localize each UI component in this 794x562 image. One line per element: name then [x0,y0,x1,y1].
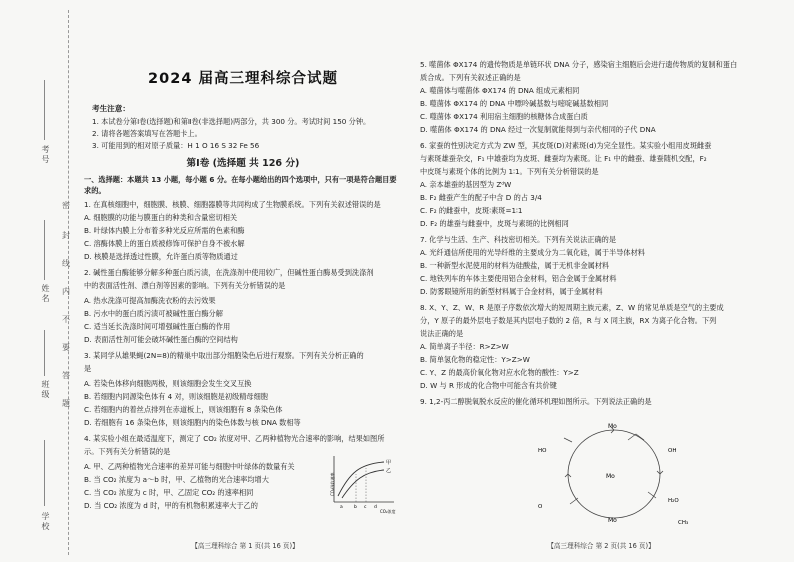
option-line: A. 热水洗涤可提高加酶洗衣粉的去污效果 [84,296,216,305]
notice-item: 1. 本试卷分第Ⅰ卷(选择题)和第Ⅱ卷(非选择题)两部分，共 300 分。考试时间 150 分钟。 [92,117,371,126]
option-line: C. 溶酶体膜上的蛋白质被修饰可保护自身不被水解 [84,239,245,248]
tick-label: d [374,505,377,510]
option-line: B. 简单氢化物的稳定性：Y>Z>W [420,355,530,364]
question-line: 求的。 [84,186,106,195]
question-line: 5. 噬菌体 ΦX174 的遗传物质是单链环状 DNA 分子，感染宿主细胞后会进行遗传物质的复制和蛋白 [420,60,738,69]
exam-title: 2024 届高三理科综合试题 [148,71,338,87]
question-line: 质合成。下列有关叙述正确的是 [420,73,521,82]
option-line: D. 核膜是选择透过性膜，允许蛋白质等物质通过 [84,252,238,261]
diagram-label: OH [668,448,677,454]
tick-label: b [354,505,357,510]
seal-char: 线 [62,259,70,268]
question-line: 2. 碱性蛋白酶能够分解多种蛋白质污渍，在洗涤剂中使用较广，但碱性蛋白酶易受到洗涤剂 [84,268,374,277]
option-line: C. Y、Z 的最高价氧化物对应水化物的酸性：Y>Z [420,368,579,377]
left-column [84,0,402,562]
tick-label: a [340,505,343,510]
seal-char: 封 [62,231,70,240]
question-line: 4. 某实验小组在最适温度下，测定了 CO₂ 浓度对甲、乙两种植物光合速率的影响，结果如图所 [84,434,385,443]
diagram-label: Mo [606,473,615,480]
school-label: 学校 [41,512,50,532]
question-line: 中的表面活性剂、漂白剂等因素的影响。下列有关分析错误的是 [84,281,286,290]
question-line: 9. 1,2-丙二醇脱氧脱水反应的催化循环机理如图所示。下列说法正确的是 [420,397,652,406]
seal-char: 题 [62,399,70,408]
number-label: 考号 [41,145,50,165]
curve-jia [338,462,384,496]
question-line: 分，Y 原子的最外层电子数是其内层电子数的 2 倍，R 与 X 同主族，RX 为离子化合物。下列 [420,316,717,325]
option-line: A. 噬菌体与噬菌体 ΦX174 的 DNA 组成元素相同 [420,86,580,95]
option-line: C. 地铁列车的车体主要使用铝合金材料，铝合金属于金属材料 [420,274,617,283]
diagram-label: O [538,504,543,510]
seal-char: 不 [62,315,70,324]
number-underline [44,80,45,140]
name-underline [44,220,45,280]
option-line: B. 叶绿体内膜上分布着多种光反应所需的色素和酶 [84,226,245,235]
option-line: C. 当 CO₂ 浓度为 c 时，甲、乙固定 CO₂ 的速率相同 [84,488,254,497]
question-line: 6. 家蚕的性别决定方式为 ZW 型，其皮斑(D)对素斑(d)为完全显性。某实验小组用皮斑雌蚕 [420,141,712,150]
seal-char: 答 [62,371,70,380]
option-line: C. 若细胞内的着丝点排列在赤道板上，则该细胞有 8 条染色体 [84,405,283,414]
option-line: C. 噬菌体 ΦX174 利用宿主细胞的核糖体合成蛋白质 [420,112,588,121]
x-axis-label: CO₂浓度 [380,509,396,514]
seal-char: 要 [62,343,70,352]
option-line: D. W 与 R 形成的化合物中可能含有共价键 [420,381,557,390]
option-line: B. 污水中的蛋白质污渍可被碱性蛋白酶分解 [84,309,223,318]
question-line: 7. 化学与生活、生产、科技密切相关。下列有关说法正确的是 [420,235,617,244]
option-line: D. F₂ 的雄蚕与雌蚕中，皮斑与素斑的比例相同 [420,219,569,228]
class-underline [44,330,45,376]
class-label: 班级 [41,380,50,400]
option-line: D. 表面活性剂可能会破坏碱性蛋白酶的空间结构 [84,335,238,344]
question-line: 说法正确的是 [420,329,464,338]
question-line: 3. 某同学从雄果蝇(2N=8)的精巢中取出部分细胞染色后进行观察。下列有关分析正确的 [84,351,364,360]
question-line: 8. X、Y、Z、W、R 是原子序数依次增大的短周期主族元素，Z、W 的常见单质是空气的主要成 [420,303,724,312]
option-line: C. F₂ 的雌蚕中，皮斑∶素斑=1∶1 [420,206,523,215]
option-line: B. 若细胞内同源染色体有 4 对，则该细胞是初级精母细胞 [84,392,268,401]
notice-item: 3. 可能用到的相对原子质量：H 1 O 16 S 32 Fe 56 [92,141,260,150]
option-line: B. 噬菌体 ΦX174 的 DNA 中嘌呤碱基数与嘧啶碱基数相同 [420,99,609,108]
option-line: A. 光纤通信所使用的光导纤维的主要成分为二氧化硅，属于半导体材料 [420,248,645,257]
option-line: B. 当 CO₂ 浓度为 a～b 时，甲、乙植物的光合速率均增大 [84,475,269,484]
series-label: 甲 [386,460,392,466]
option-line: D. 若细胞有 16 条染色体，则该细胞内的染色体数与核 DNA 数相等 [84,418,301,427]
section-title: 第Ⅰ卷 (选择题 共 126 分) [186,158,300,169]
seal-char: 内 [62,287,70,296]
school-underline [44,440,45,506]
seal-char: 密 [62,201,70,210]
name-label: 姓名 [41,284,50,304]
series-label: 乙 [386,468,392,474]
option-line: B. 一种新型水泥使用的材料为硅酸盐，属于无机非金属材料 [420,261,610,270]
question-line: 一、选择题：本题共 13 小题，每小题 6 分。在每小题给出的四个选项中，只有一项是符合题目要 [84,175,397,184]
question-line: 示。下列有关分析错误的是 [84,447,171,456]
option-line: A. 细胞膜的功能与膜蛋白的种类和含量密切相关 [84,213,238,222]
option-line: D. 防雾眼镜所用的新型材料属于合金材料，属于金属材料 [420,287,603,296]
option-line: B. F₂ 雌蚕产生的配子中含 D 的占 3/4 [420,193,542,202]
option-line: D. 噬菌体 ΦX174 的 DNA 经过一次复制就能得到与亲代相同的子代 DNA [420,125,656,134]
diagram-label: Mo [608,423,617,430]
option-line: A. 若染色体移向细胞两极，则该细胞会发生交叉互换 [84,379,252,388]
curve-yi [342,470,384,498]
option-line: A. 甲、乙两种植物光合速率的差异可能与细胞中叶绿体的数量有关 [84,462,295,471]
question-line: 1. 在真核细胞中，细胞膜、核膜、细胞器膜等共同构成了生物膜系统。下列有关叙述错误的是 [84,200,381,209]
tick-label: c [364,505,367,510]
page-footer: 【高三理科综合 第 2 页(共 16 页)】 [547,542,655,550]
option-line: D. 当 CO₂ 浓度为 d 时，甲的有机物积累速率大于乙的 [84,501,258,510]
notice-item: 2. 请将各题答案填写在答题卡上。 [92,129,202,138]
question-line: 与素斑雄蚕杂交，F₁ 中雄蚕均为皮斑、雌蚕均为素斑。让 F₁ 中的雌蚕、雄蚕随机交配，F₂ [420,154,707,163]
binding-strip [0,0,74,562]
diagram-label: HO [538,448,547,454]
question-line: 中皮斑与素斑个体的比例为 1∶1。下列有关分析错误的是 [420,167,599,176]
page-footer: 【高三理科综合 第 1 页(共 16 页)】 [191,542,299,550]
co2-graph [320,452,400,514]
option-line: C. 适当延长洗涤时间可增强碱性蛋白酶的作用 [84,322,231,331]
option-line: A. 简单离子半径：R>Z>W [420,342,509,351]
diagram-label: CH₃ [678,520,689,526]
catalytic-cycle-diagram [528,412,700,536]
notice-heading: 考生注意： [92,104,130,113]
y-axis-label: CO₂吸收速率 [330,472,335,496]
seal-dashed-line [68,10,69,555]
option-line: A. 亲本雄蚕的基因型为 ZᵈW [420,180,512,189]
question-line: 是 [84,364,92,373]
diagram-label: H₂O [668,498,679,504]
bond-lines [564,434,656,504]
diagram-label: Mo [608,517,617,524]
